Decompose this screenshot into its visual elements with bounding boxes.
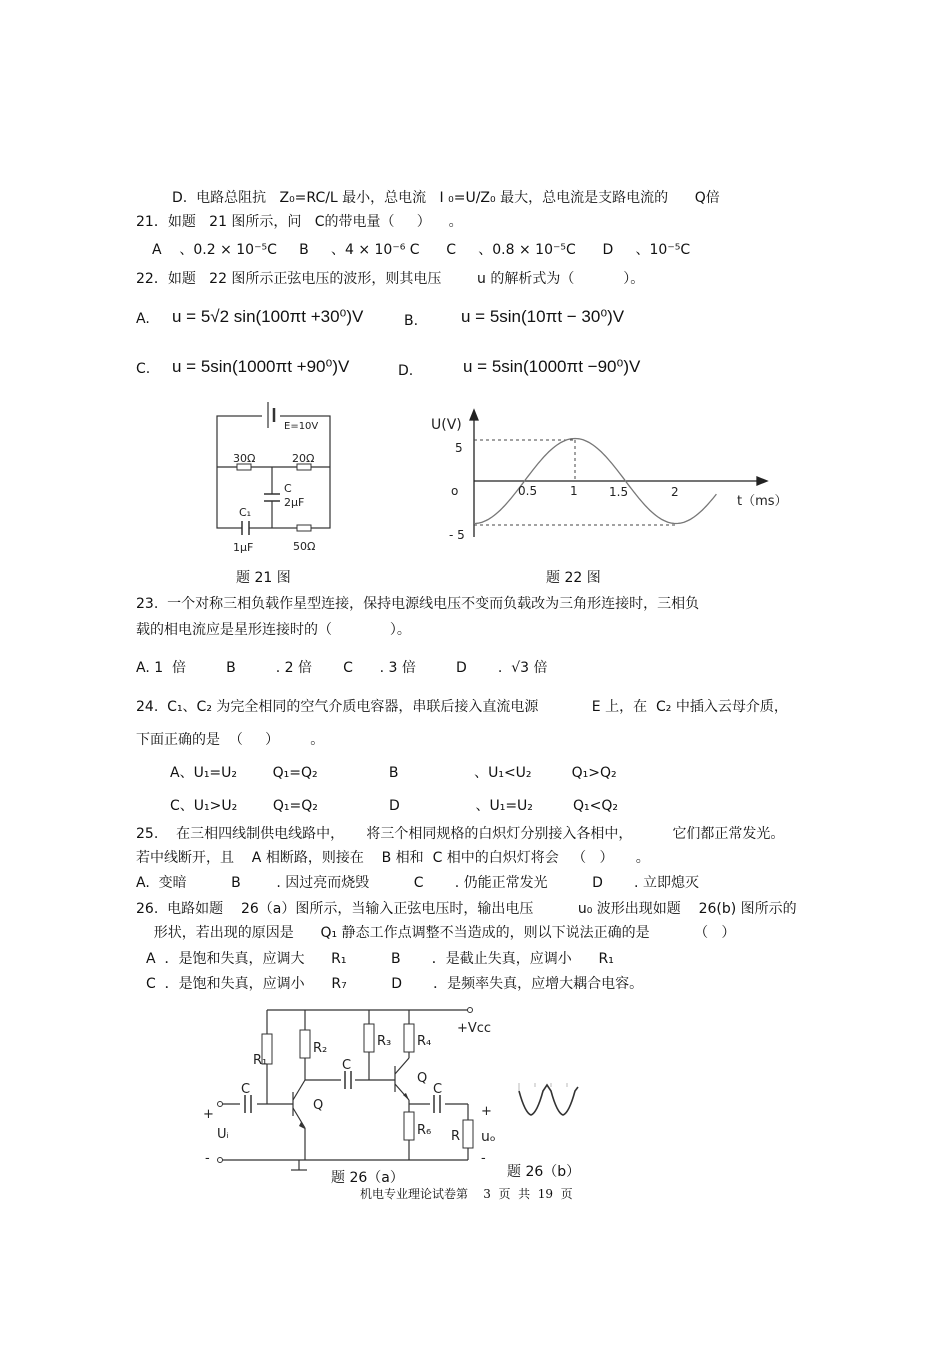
vcc-label: +Vcc bbox=[457, 1021, 492, 1036]
c3-label: C bbox=[433, 1082, 443, 1097]
page-footer: 机电专业理论试卷第 3 页 共 19 页 bbox=[360, 1187, 573, 1201]
r1-label: R₁ bbox=[253, 1053, 268, 1068]
x-axis-arrow-icon bbox=[757, 477, 767, 485]
capacitor-c1-icon bbox=[245, 1095, 251, 1113]
question-26-options-ab: A ．是饱和失真，应调大 R₁ B ．是截止失真，应调小 R₁ bbox=[146, 951, 614, 967]
clipped-wave-curve bbox=[519, 1085, 578, 1115]
question-26-line-2: 形状，若出现的原因是 Q₁ 静态工作点调整不当造成的，则以下说法正确的是 （ ） bbox=[136, 925, 736, 941]
question-23-options: A. 1 倍 B . 2 倍 C . 3 倍 D . √3 倍 bbox=[136, 660, 548, 676]
figure-22-caption: 题 22 图 bbox=[546, 570, 601, 586]
resistor-30-label: 30Ω bbox=[233, 452, 256, 465]
ui-label: Uᵢ bbox=[217, 1127, 229, 1142]
resistor-20-label: 20Ω bbox=[292, 452, 315, 465]
r3-label: R₃ bbox=[377, 1034, 392, 1049]
question-25-options: A. 变暗 B . 因过亮而烧毁 C . 仍能正常发光 D . 立即熄灭 bbox=[136, 875, 699, 891]
figure-21-caption: 题 21 图 bbox=[236, 570, 291, 586]
capacitor-c-value: 2μF bbox=[284, 496, 305, 509]
question-24-options-cd: C、U₁>U₂ Q₁=Q₂ D 、U₁=U₂ Q₁<Q₂ bbox=[170, 798, 618, 814]
figure-21-circuit bbox=[200, 398, 350, 558]
input-terminal-icon bbox=[218, 1102, 223, 1107]
circuit-outline bbox=[217, 416, 330, 528]
q22-option-d-label: D. bbox=[398, 363, 414, 379]
capacitor-c-icon bbox=[263, 494, 281, 501]
x-axis-label: t（ms） bbox=[737, 494, 788, 509]
q22-option-b-label: B. bbox=[404, 313, 419, 329]
figure-26b-caption: 题 26（b） bbox=[507, 1164, 581, 1180]
figure-22-waveform bbox=[425, 405, 788, 545]
resistor-r6-icon bbox=[404, 1112, 414, 1140]
capacitor-c1-value: 1μF bbox=[233, 541, 254, 554]
output-minus-label: - bbox=[481, 1151, 486, 1166]
resistor-50-label: 50Ω bbox=[293, 540, 316, 553]
capacitor-c1-label: C₁ bbox=[239, 506, 252, 519]
q22-option-d-formula: u = 5sin(1000πt −90⁰)V bbox=[463, 357, 641, 376]
x-tick-1: 1 bbox=[570, 484, 578, 498]
origin-label: o bbox=[451, 484, 459, 498]
output-plus-label: + bbox=[481, 1104, 492, 1119]
battery-icon bbox=[262, 402, 280, 428]
vcc-terminal-icon bbox=[468, 1008, 473, 1013]
question-25-line-1: 25. 在三相四线制供电线路中， 将三个相同规格的白炽灯分别接入各相中， 它们都正常发光。 bbox=[136, 826, 785, 842]
question-23-line-2: 载的相电流应是星形连接时的（ ）。 bbox=[136, 622, 411, 638]
rl-label: R bbox=[451, 1129, 461, 1144]
r4-label: R₄ bbox=[417, 1034, 432, 1049]
r6-label: R₆ bbox=[417, 1123, 432, 1138]
c2-label: C bbox=[342, 1058, 352, 1073]
question-24-options-ab: A、U₁=U₂ Q₁=Q₂ B 、U₁<U₂ Q₁>Q₂ bbox=[170, 765, 617, 781]
resistor-r3-icon bbox=[364, 1024, 374, 1052]
figure-26b-waveform bbox=[515, 1075, 585, 1125]
question-24-line-1: 24. C₁、C₂ 为完全相同的空气介质电容器，串联后接入直流电源 E 上，在 C₂ 中插入云母介质， bbox=[136, 699, 788, 715]
option-d-previous: D. 电路总阻抗 Z₀=RC/L 最小，总电流 I ₀=U/Z₀ 最大，总电流是支路电流的 Q倍 bbox=[172, 190, 720, 206]
y-axis-arrow-icon bbox=[470, 410, 478, 420]
input-ground-terminal-icon bbox=[218, 1158, 223, 1163]
capacitor-c-label: C bbox=[284, 482, 292, 495]
question-24-line-2: 下面正确的是 （ ） 。 bbox=[136, 732, 325, 748]
question-21: 21．如题 21 图所示，问 C的带电量（ ） 。 bbox=[136, 214, 463, 230]
question-23-line-1: 23. 一个对称三相负载作星型连接，保持电源线电压不变而负载改为三角形连接时，三相负 bbox=[136, 596, 700, 612]
x-tick-0.5: 0.5 bbox=[518, 484, 538, 498]
question-25-line-2: 若中线断开，且 A 相断路，则接在 B 相和 C 相中的白炽灯将会 （ ） 。 bbox=[136, 850, 650, 866]
input-plus-label: + bbox=[203, 1107, 214, 1122]
q22-option-a-formula: u = 5√2 sin(100πt +30⁰)V bbox=[172, 307, 364, 326]
y-axis-label: U(V) bbox=[431, 417, 462, 433]
figure-26a-caption: 题 26（a） bbox=[331, 1170, 404, 1186]
question-26-options-cd: C ．是饱和失真，应调小 R₇ D ．是频率失真，应增大耦合电容。 bbox=[146, 976, 644, 992]
resistor-50-icon bbox=[297, 525, 311, 531]
x-tick-1.5: 1.5 bbox=[609, 485, 629, 499]
q22-option-c-formula: u = 5sin(1000πt +90⁰)V bbox=[172, 357, 350, 376]
battery-label: E=10V bbox=[284, 421, 319, 432]
y-max-label: 5 bbox=[455, 441, 463, 455]
resistor-r4-icon bbox=[404, 1024, 414, 1052]
question-22: 22．如题 22 图所示正弦电压的波形，则其电压 u 的解析式为（ ）。 bbox=[136, 271, 645, 287]
q22-option-b-formula: u = 5sin(10πt − 30⁰)V bbox=[461, 307, 625, 326]
resistor-rl-icon bbox=[463, 1120, 473, 1148]
capacitor-c1-icon bbox=[242, 519, 249, 537]
q1-label: Q bbox=[313, 1098, 324, 1113]
r2-label: R₂ bbox=[313, 1041, 328, 1056]
q22-option-a-label: A. bbox=[136, 311, 150, 327]
question-21-options: A 、0.2 × 10⁻⁵C B 、4 × 10⁻⁶ C C 、0.8 × 10⁻⁵C D 、10⁻⁵C bbox=[152, 242, 691, 258]
figure-26a-circuit bbox=[195, 1000, 515, 1180]
uo-label: uₒ bbox=[481, 1129, 496, 1145]
x-tick-2: 2 bbox=[671, 485, 679, 499]
q2-label: Q bbox=[417, 1071, 428, 1086]
question-26-line-1: 26. 电路如题 26（a）图所示，当输入正弦电压时，输出电压 u₀ 波形出现如题 26(b) 图所示的 bbox=[136, 901, 797, 917]
c1-label: C bbox=[241, 1082, 251, 1097]
resistor-r2-icon bbox=[300, 1030, 310, 1058]
q22-option-c-label: C. bbox=[136, 361, 151, 377]
capacitor-c2-icon bbox=[345, 1071, 351, 1089]
y-min-label: - 5 bbox=[449, 528, 465, 542]
capacitor-c3-icon bbox=[434, 1095, 440, 1113]
input-minus-label: - bbox=[205, 1151, 210, 1166]
